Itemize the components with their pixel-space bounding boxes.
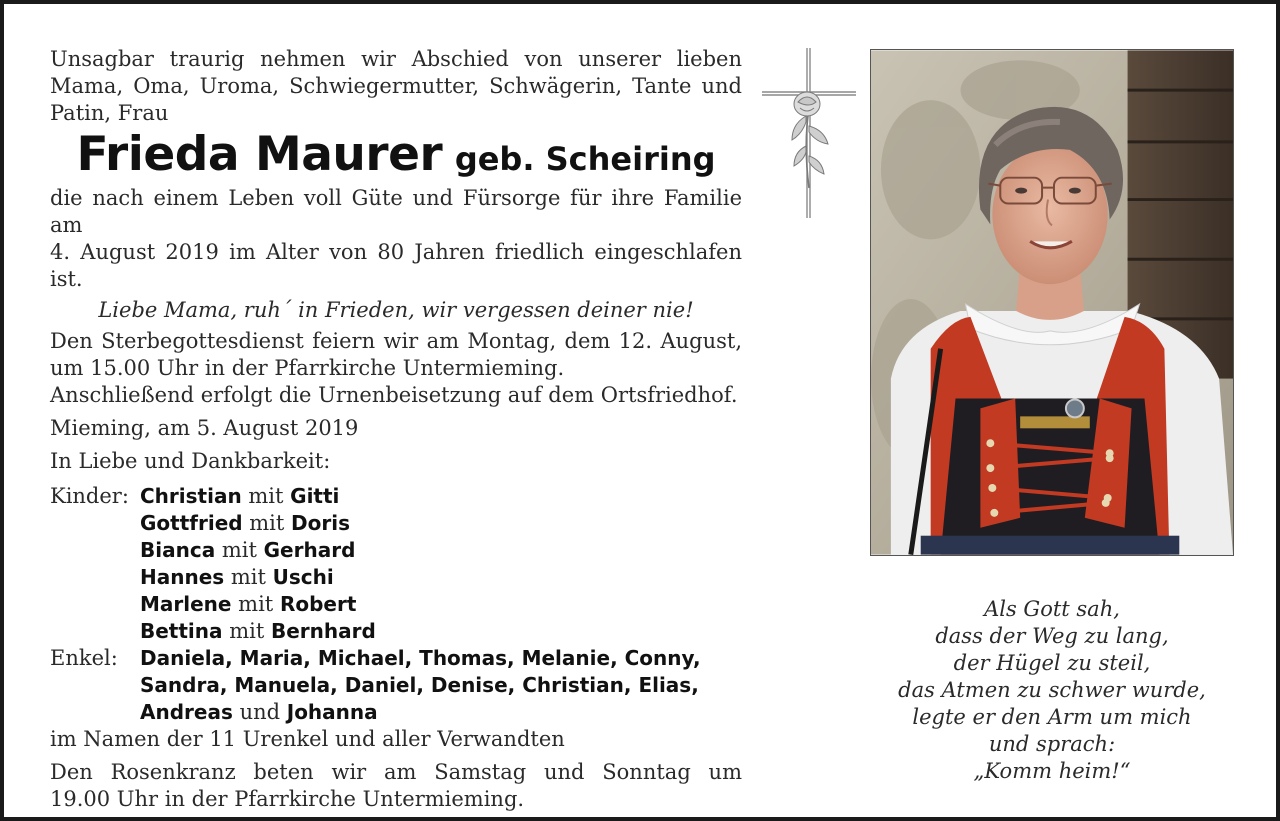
list-item: Christian mit Gitti bbox=[140, 484, 340, 508]
list-item: Hannes mit Uschi bbox=[140, 565, 334, 589]
list-item: Sandra, Manuela, Daniel, Denise, Christian, Elias, bbox=[140, 673, 699, 697]
children-list bbox=[140, 483, 742, 645]
poem-line: legte er den Arm um mich bbox=[912, 705, 1192, 729]
poem-line: dass der Weg zu lang, bbox=[935, 624, 1169, 648]
place-date: Mieming, am 5. August 2019 bbox=[50, 416, 359, 440]
children-block bbox=[50, 483, 742, 645]
poem-line: das Atmen zu schwer wurde, bbox=[898, 678, 1206, 702]
service-line-1: Den Sterbegottesdienst feiern wir am Montag, dem 12. August, bbox=[50, 329, 742, 353]
poem bbox=[870, 596, 1234, 785]
deceased-name-line bbox=[50, 129, 742, 181]
poem-line: „Komm heim!“ bbox=[973, 759, 1131, 783]
poem-line: der Hügel zu steil, bbox=[953, 651, 1151, 675]
poem-line: und sprach: bbox=[988, 732, 1116, 756]
grandchildren-list bbox=[140, 645, 742, 726]
list-item: Marlene mit Robert bbox=[140, 592, 357, 616]
maiden-name: geb. Scheiring bbox=[454, 140, 716, 178]
rosary-line-2: 19.00 Uhr in der Pfarrkirche Untermieming. bbox=[50, 787, 525, 811]
list-item: Bettina mit Bernhard bbox=[140, 619, 376, 643]
life-text-line-2: 4. August 2019 im Alter von 80 Jahren friedlich eingeschlafen ist. bbox=[50, 240, 742, 291]
list-item: Gottfried mit Doris bbox=[140, 511, 350, 535]
intro-text: Unsagbar traurig nehmen wir Abschied von unserer lieben Mama, Oma, Uroma, Schwiegermutter, Schwägerin, Tante und Patin, Frau bbox=[50, 47, 742, 125]
poem-line: Als Gott sah, bbox=[984, 597, 1120, 621]
cross-with-rose-icon bbox=[762, 48, 856, 222]
list-item: Andreas und Johanna bbox=[140, 700, 378, 724]
notice-text-column bbox=[50, 46, 742, 813]
service-line-3: Anschließend erfolgt die Urnenbeisetzung auf dem Ortsfriedhof. bbox=[50, 383, 738, 407]
list-item: Bianca mit Gerhard bbox=[140, 538, 356, 562]
service-line-2: um 15.00 Uhr in der Pfarrkirche Untermieming. bbox=[50, 356, 565, 380]
children-label: Kinder: bbox=[50, 484, 129, 508]
list-item: Daniela, Maria, Michael, Thomas, Melanie, Conny, bbox=[140, 646, 701, 670]
life-text-line-1: die nach einem Leben voll Güte und Fürsorge für ihre Familie am bbox=[50, 186, 742, 237]
portrait-photo bbox=[870, 49, 1234, 556]
rosary-line-1: Den Rosenkranz beten wir am Samstag und Sonntag um bbox=[50, 760, 742, 784]
grandchildren-block bbox=[50, 645, 742, 726]
deceased-name: Frieda Maurer bbox=[76, 127, 443, 182]
closing-line: In Liebe und Dankbarkeit: bbox=[50, 449, 331, 473]
grandchildren-label: Enkel: bbox=[50, 646, 118, 670]
farewell-quote: Liebe Mama, ruh´ in Frieden, wir vergessen deiner nie! bbox=[98, 298, 694, 322]
relatives-line: im Namen der 11 Urenkel und aller Verwandten bbox=[50, 727, 565, 751]
